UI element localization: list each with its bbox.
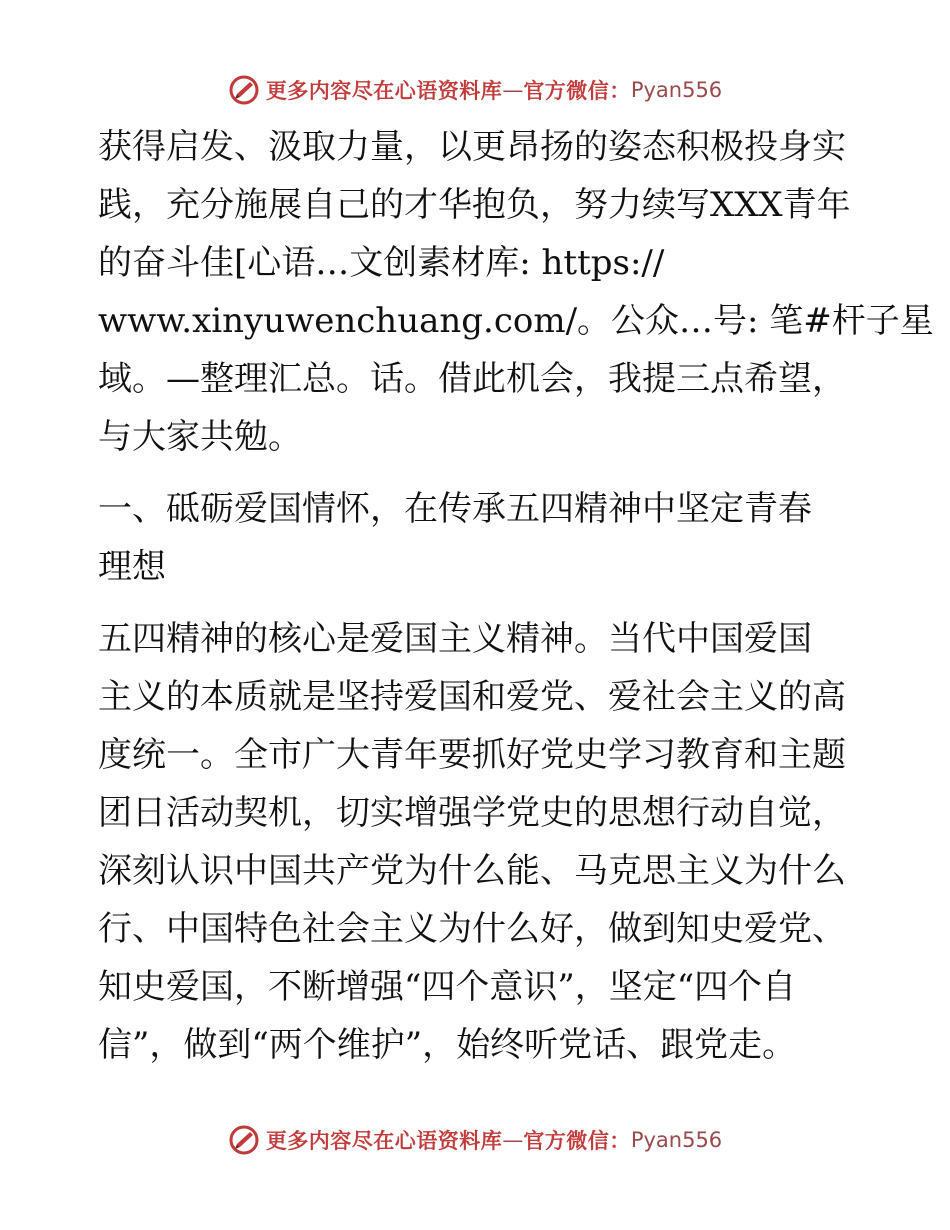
watermark-main-text: 更多内容尽在心语资料库 (265, 78, 503, 103)
watermark-sub-text: 官方微信： (523, 1128, 631, 1153)
text-line: 度统一。全市广大青年要抓好党史学习教育和主题 (98, 735, 846, 775)
watermark-dash: — (502, 1128, 524, 1152)
text-line: 深刻认识中国共产党为什么能、马克思主义为什么 (98, 851, 846, 891)
text-line: 知史爱国，不断增强“四个意识”，坚定“四个自 (98, 967, 797, 1007)
footer-watermark (0, 1120, 950, 1160)
text-line: 的奋斗佳[心语…文创素材库: https:// (98, 243, 665, 283)
text-line: 五四精神的核心是爱国主义精神。当代中国爱国 (98, 619, 812, 659)
watermark-dash: — (502, 78, 524, 102)
text-line: 与大家共勉。 (98, 417, 302, 457)
text-line: 获得启发、汲取力量，以更昂扬的姿态积极投身实 (98, 127, 846, 167)
logo-icon (228, 1124, 260, 1156)
logo-icon (228, 74, 260, 106)
heading-line: 理想 (98, 547, 166, 587)
header-watermark (0, 70, 950, 110)
text-line: 践，充分施展自己的才华抱负，努力续写XXX青年 (98, 185, 851, 225)
paragraph-intro (98, 118, 934, 466)
paragraph-patriotism (98, 610, 858, 1074)
text-line: 信”，做到“两个维护”，始终听党话、跟党走。 (98, 1025, 797, 1065)
watermark-main-text: 更多内容尽在心语资料库 (265, 1128, 503, 1153)
heading-line: 一、砥砺爱国情怀，在传承五四精神中坚定青春 (98, 489, 812, 529)
text-line: 行、中国特色社会主义为什么好，做到知史爱党、 (98, 909, 846, 949)
text-line: www.xinyuwenchuang.com/。公众…号: 笔#杆子星 (98, 301, 934, 341)
text-line: 域。—整理汇总。话。借此机会，我提三点希望， (98, 359, 846, 399)
watermark-sub-text: 官方微信： (523, 78, 631, 103)
watermark-account: Pyan556 (630, 78, 723, 102)
section-heading-1 (98, 480, 858, 596)
text-line: 团日活动契机，切实增强学党史的思想行动自觉， (98, 793, 846, 833)
document-body (98, 118, 934, 1074)
text-line: 主义的本质就是坚持爱国和爱党、爱社会主义的高 (98, 677, 846, 717)
watermark-account: Pyan556 (630, 1128, 723, 1152)
